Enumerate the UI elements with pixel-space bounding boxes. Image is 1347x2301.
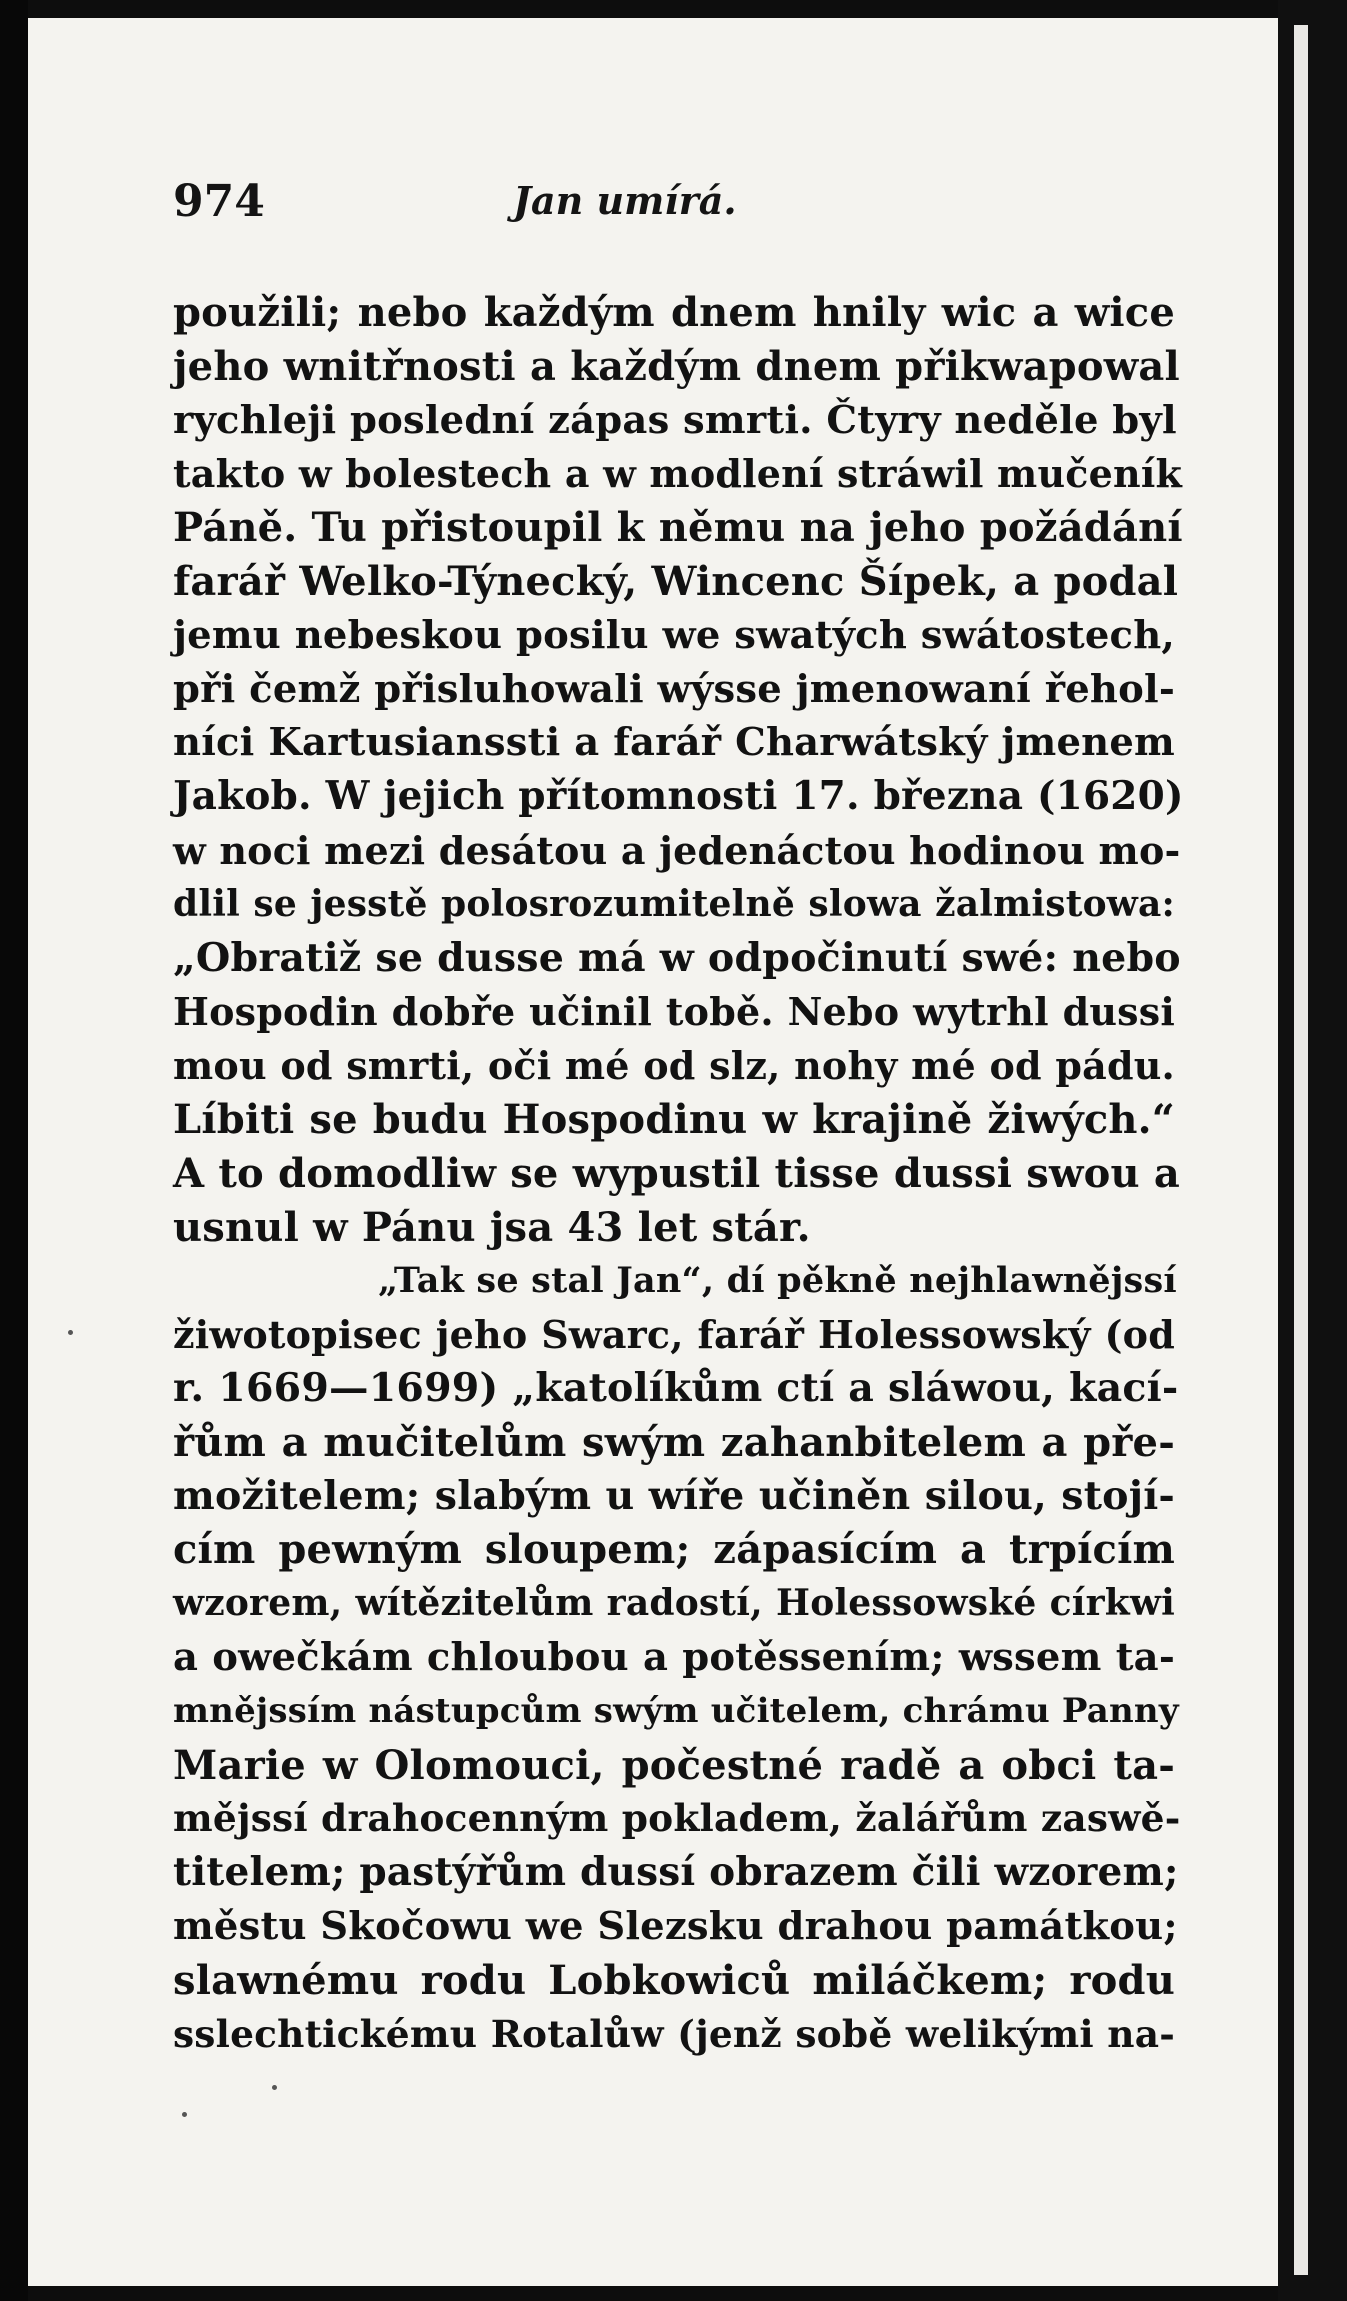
text-line: Páně. Tu přistoupil k němu na jeho požádání — [173, 504, 1183, 552]
text-line: „Obratiž se dusse má w odpočinutí swé: nebo — [173, 934, 1181, 981]
text-line: takto w bolestech a w modlení stráwil mučeník — [173, 451, 1182, 497]
text-line: sslechtickému Rotalůw (jenž sobě welikými na- — [173, 2011, 1175, 2056]
text-line: mějssí drahocenným pokladem, žalářům zaswě- — [173, 1796, 1181, 1841]
text-line: farář Welko-Týnecký, Wincenc Šípek, a podal — [173, 557, 1179, 605]
page-header — [173, 168, 793, 238]
body-text — [173, 286, 1184, 2061]
text-line: městu Skočowu we Slezsku drahou památkou; — [173, 1903, 1178, 1949]
text-line: rychleji poslední zápas smrti. Čtyry neděle byl — [173, 397, 1177, 443]
text-line: mou od smrti, oči mé od slz, nohy mé od pádu. — [173, 1043, 1175, 1089]
page-number: 974 — [173, 176, 265, 227]
text-line: možitelem; slabým u wíře učiněn silou, stojí- — [173, 1472, 1175, 1519]
text-line: Marie w Olomouci, počestné radě a obci ta- — [173, 1741, 1175, 1789]
margin-speck — [68, 1330, 73, 1335]
text-line: dlil se jesstě polosrozumitelně slowa žalmistowa: — [173, 882, 1175, 925]
text-line: Jakob. W jejich přítomnosti 17. března (1620) — [173, 773, 1184, 820]
text-line: usnul w Pánu jsa 43 let stár. — [173, 1203, 811, 1251]
text-line: A to domodliw se wypustil tisse dussi swou a — [173, 1149, 1181, 1197]
adjacent-page-edge — [1294, 25, 1308, 2275]
text-line: cím pewným sloupem; zápasícím a trpícím — [173, 1526, 1175, 1574]
text-line: wzorem, wítězitelům radostí, Holessowské církwi — [173, 1582, 1175, 1625]
running-head: Jan umírá. — [513, 178, 737, 223]
text-line: a owečkám chloubou a potěssením; wssem ta- — [173, 1634, 1175, 1680]
text-line: použili; nebo každým dnem hnily wic a wice — [173, 289, 1175, 336]
scan-right-border — [1278, 0, 1347, 2301]
margin-speck — [182, 2112, 187, 2117]
text-line: jemu nebeskou posilu we swatých swátostech, — [173, 612, 1175, 658]
text-line: řům a mučitelům swým zahanbitelem a pře- — [173, 1418, 1175, 1466]
text-line: při čemž přisluhowali wýsse jmenowaní řehol- — [173, 666, 1175, 712]
text-line: slawnému rodu Lobkowiců miláčkem; rodu — [173, 1956, 1175, 2004]
text-line: „Tak se stal Jan“, dí pěkně nejhlawnějssí — [378, 1260, 1177, 1302]
text-line: žiwotopisec jeho Swarc, farář Holessowský (od — [173, 1312, 1175, 1358]
text-line: titelem; pastýřům dussí obrazem čili wzorem; — [173, 1849, 1179, 1896]
text-line: Hospodin dobře učinil tobě. Nebo wytrhl dussi — [173, 989, 1175, 1035]
text-line: Líbiti se budu Hospodinu w krajině žiwých.“ — [173, 1095, 1175, 1143]
text-line: jeho wnitřnosti a každým dnem přikwapowal — [173, 342, 1180, 390]
text-line: níci Kartusianssti a farář Charwátský jmenem — [173, 720, 1175, 766]
margin-speck — [272, 2085, 277, 2090]
text-line: w noci mezi desátou a jedenáctou hodinou mo- — [173, 827, 1181, 873]
text-line: mnějssím nástupcům swým učitelem, chrámu Panny — [173, 1690, 1179, 1731]
text-line: r. 1669—1699) „katolíkům ctí a sláwou, kací- — [173, 1364, 1179, 1411]
scan-left-border — [0, 0, 28, 2301]
